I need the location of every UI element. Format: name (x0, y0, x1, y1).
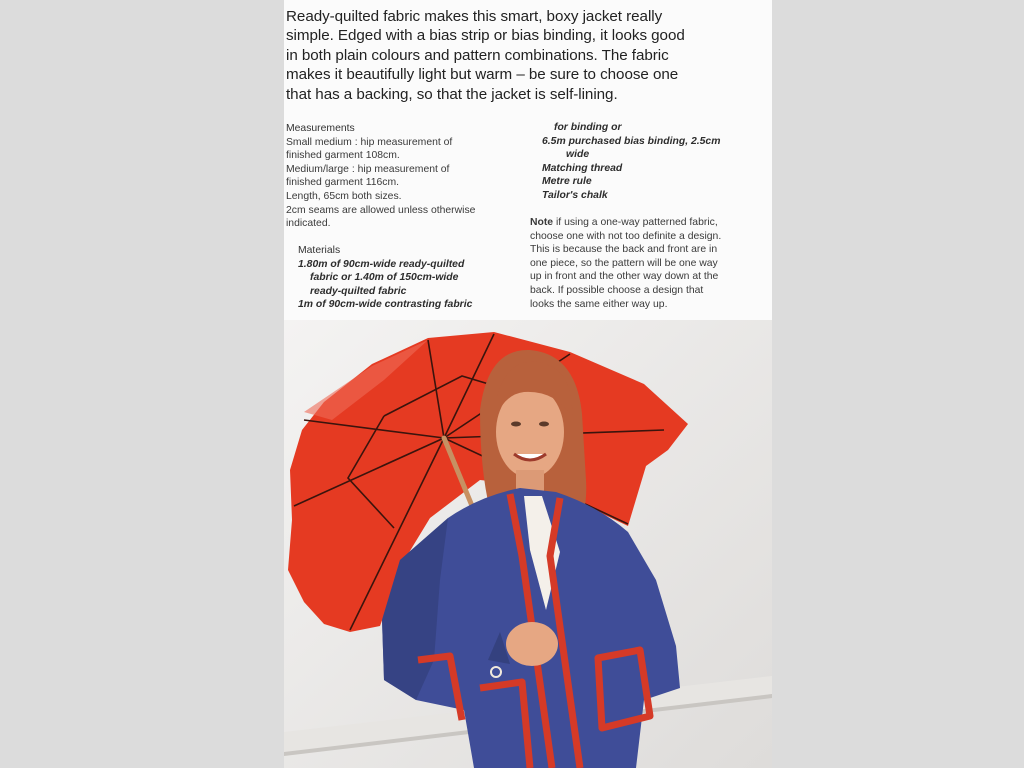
note-section (530, 216, 721, 311)
note-line: looks the same either way up. (530, 298, 668, 310)
material-line: 1.80m of 90cm-wide ready-quilted (298, 258, 465, 270)
material-line: 1m of 90cm-wide contrasting fabric (298, 299, 473, 311)
material-line: Matching thread (542, 162, 623, 174)
measurement-line: 2cm seams are allowed unless otherwise (286, 204, 476, 216)
hand (506, 622, 558, 666)
eye (511, 422, 521, 427)
intro-line: makes it beautifully light but warm – be sure to choose one (286, 66, 679, 84)
note-line: back. If possible choose a design that (530, 284, 704, 296)
note-line: This is because the back and front are in (530, 244, 718, 256)
note-line: up in front and the other way down at the (530, 271, 719, 283)
model-photo (284, 320, 772, 768)
note-text: if using a one-way patterned fabric, (555, 217, 718, 228)
note-line (530, 216, 721, 230)
material-line: 6.5m purchased bias binding, 2.5cm (542, 135, 721, 147)
material-line: fabric or 1.40m of 150cm-wide (310, 272, 459, 284)
material-line: for binding or (554, 122, 622, 133)
material-line: Tailor's chalk (542, 189, 608, 201)
material-line: wide (566, 149, 590, 161)
intro-line: Ready-quilted fabric makes this smart, boxy jacket really (286, 8, 663, 25)
measurement-line: Small medium : hip measurement of (286, 136, 453, 148)
material-line: ready-quilted fabric (310, 285, 407, 297)
materials-continued (542, 121, 720, 203)
note-line: one piece, so the pattern will be one way (530, 257, 718, 269)
note-line: choose one with not too definite a design. (530, 230, 722, 242)
measurements-heading: Measurements (286, 123, 355, 134)
measurement-line: finished garment 108cm. (286, 150, 400, 162)
measurements-section (286, 122, 475, 231)
magazine-page (284, 0, 772, 768)
measurement-line: indicated. (286, 218, 331, 230)
materials-section (298, 244, 472, 312)
intro-line: in both plain colours and pattern combinations. The fabric (286, 46, 669, 64)
measurement-line: finished garment 116cm. (286, 177, 400, 189)
measurement-line: Length, 65cm both sizes. (286, 190, 402, 202)
intro-paragraph (286, 7, 770, 104)
note-label: Note (530, 217, 554, 228)
eye (539, 422, 549, 427)
intro-line: that has a backing, so that the jacket is self-lining. (286, 85, 618, 103)
intro-line: simple. Edged with a bias strip or bias binding, it looks good (286, 27, 685, 45)
material-line: Metre rule (542, 176, 592, 188)
materials-heading: Materials (298, 245, 341, 256)
measurement-line: Medium/large : hip measurement of (286, 163, 450, 175)
